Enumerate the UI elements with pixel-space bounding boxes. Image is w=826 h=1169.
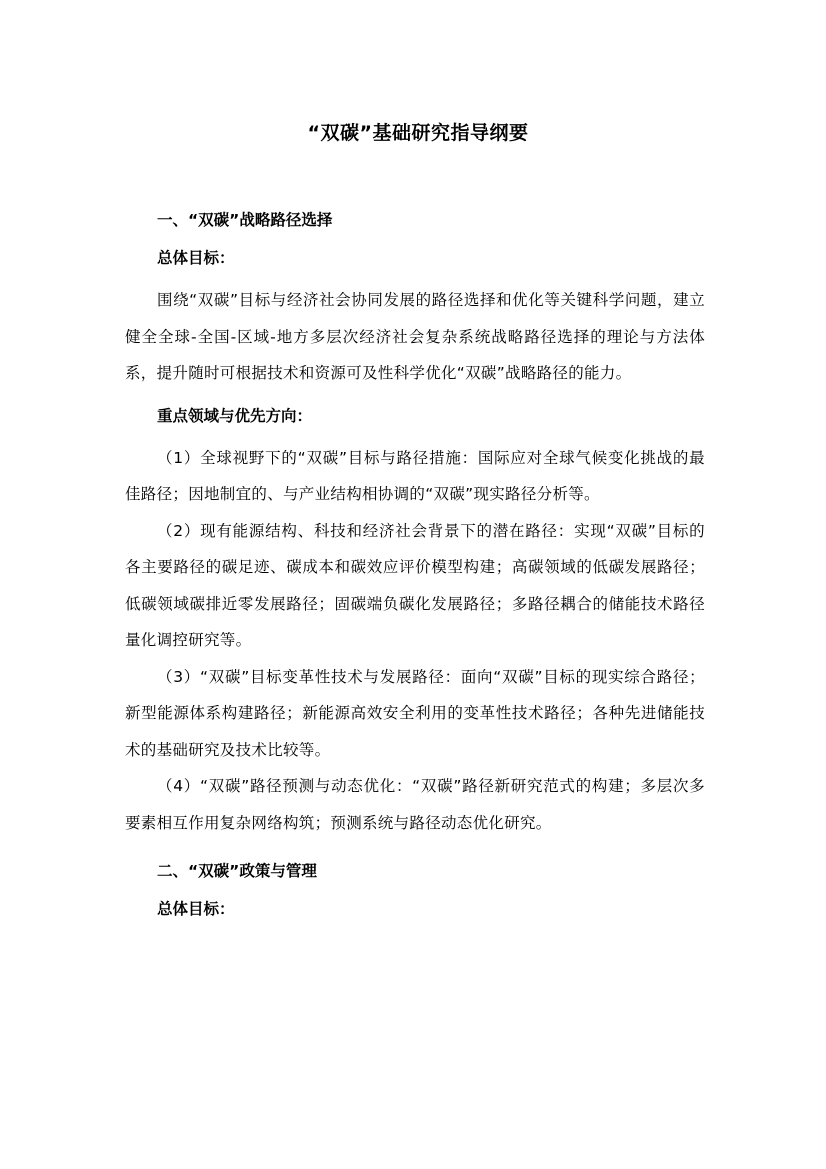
section-2-goal-label: 总体目标：	[157, 900, 235, 918]
section-1-goal-text: 围绕“双碳”目标与经济社会协同发展的路径选择和优化等关键科学问题，建立健全全球-全国-区域-地方多层次经济社会复杂系统战略路径选择的理论与方法体系，提升随时可根据技术和资源可及性科学优化“双碳”战略路径的能力。	[125, 291, 705, 382]
spacer	[125, 841, 705, 857]
section-1-focus-label: 重点领域与优先方向：	[157, 406, 313, 425]
section-1-item-1: （1）全球视野下的“双碳”目标与路径措施：国际应对全球气候变化挑战的最佳路径；因地制宜的、与产业结构相协调的“双碳”现实路径分析等。	[125, 448, 705, 503]
section-2-heading: 二、“双碳”政策与管理	[157, 862, 317, 880]
section-1-item-2: （2）现有能源结构、科技和经济社会背景下的潜在路径：实现“双碳”目标的各主要路径的碳足迹、碳成本和碳效应评价模型构建；高碳领域的低碳发展路径；低碳领域碳排近零发展路径；固碳端负碳化发展路径；多路径耦合的储能技术路径量化调控研究等。	[125, 521, 705, 649]
spacer	[125, 885, 705, 895]
section-1-item-4: （4）“双碳”路径预测与动态优化：“双碳”路径新研究范式的构建；多层次多要素相互作用复杂网络构筑；预测系统与路径动态优化研究。	[125, 777, 705, 832]
spacer	[125, 392, 705, 402]
spacer	[125, 234, 705, 244]
spacer	[125, 430, 705, 440]
document-title: “双碳”基础研究指导纲要	[307, 122, 529, 144]
section-1-heading: 一、“双碳”战略路径选择	[157, 211, 333, 229]
section-1-goal-label: 总体目标：	[157, 249, 235, 267]
spacer	[125, 272, 705, 282]
section-1-item-3: （3）“双碳”目标变革性技术与发展路径：面向“双碳”目标的现实综合路径；新型能源体系构建路径；新能源高效安全利用的变革性技术路径；各种先进储能技术的基础研究及技术比较等。	[125, 667, 705, 759]
document-body	[125, 118, 705, 923]
